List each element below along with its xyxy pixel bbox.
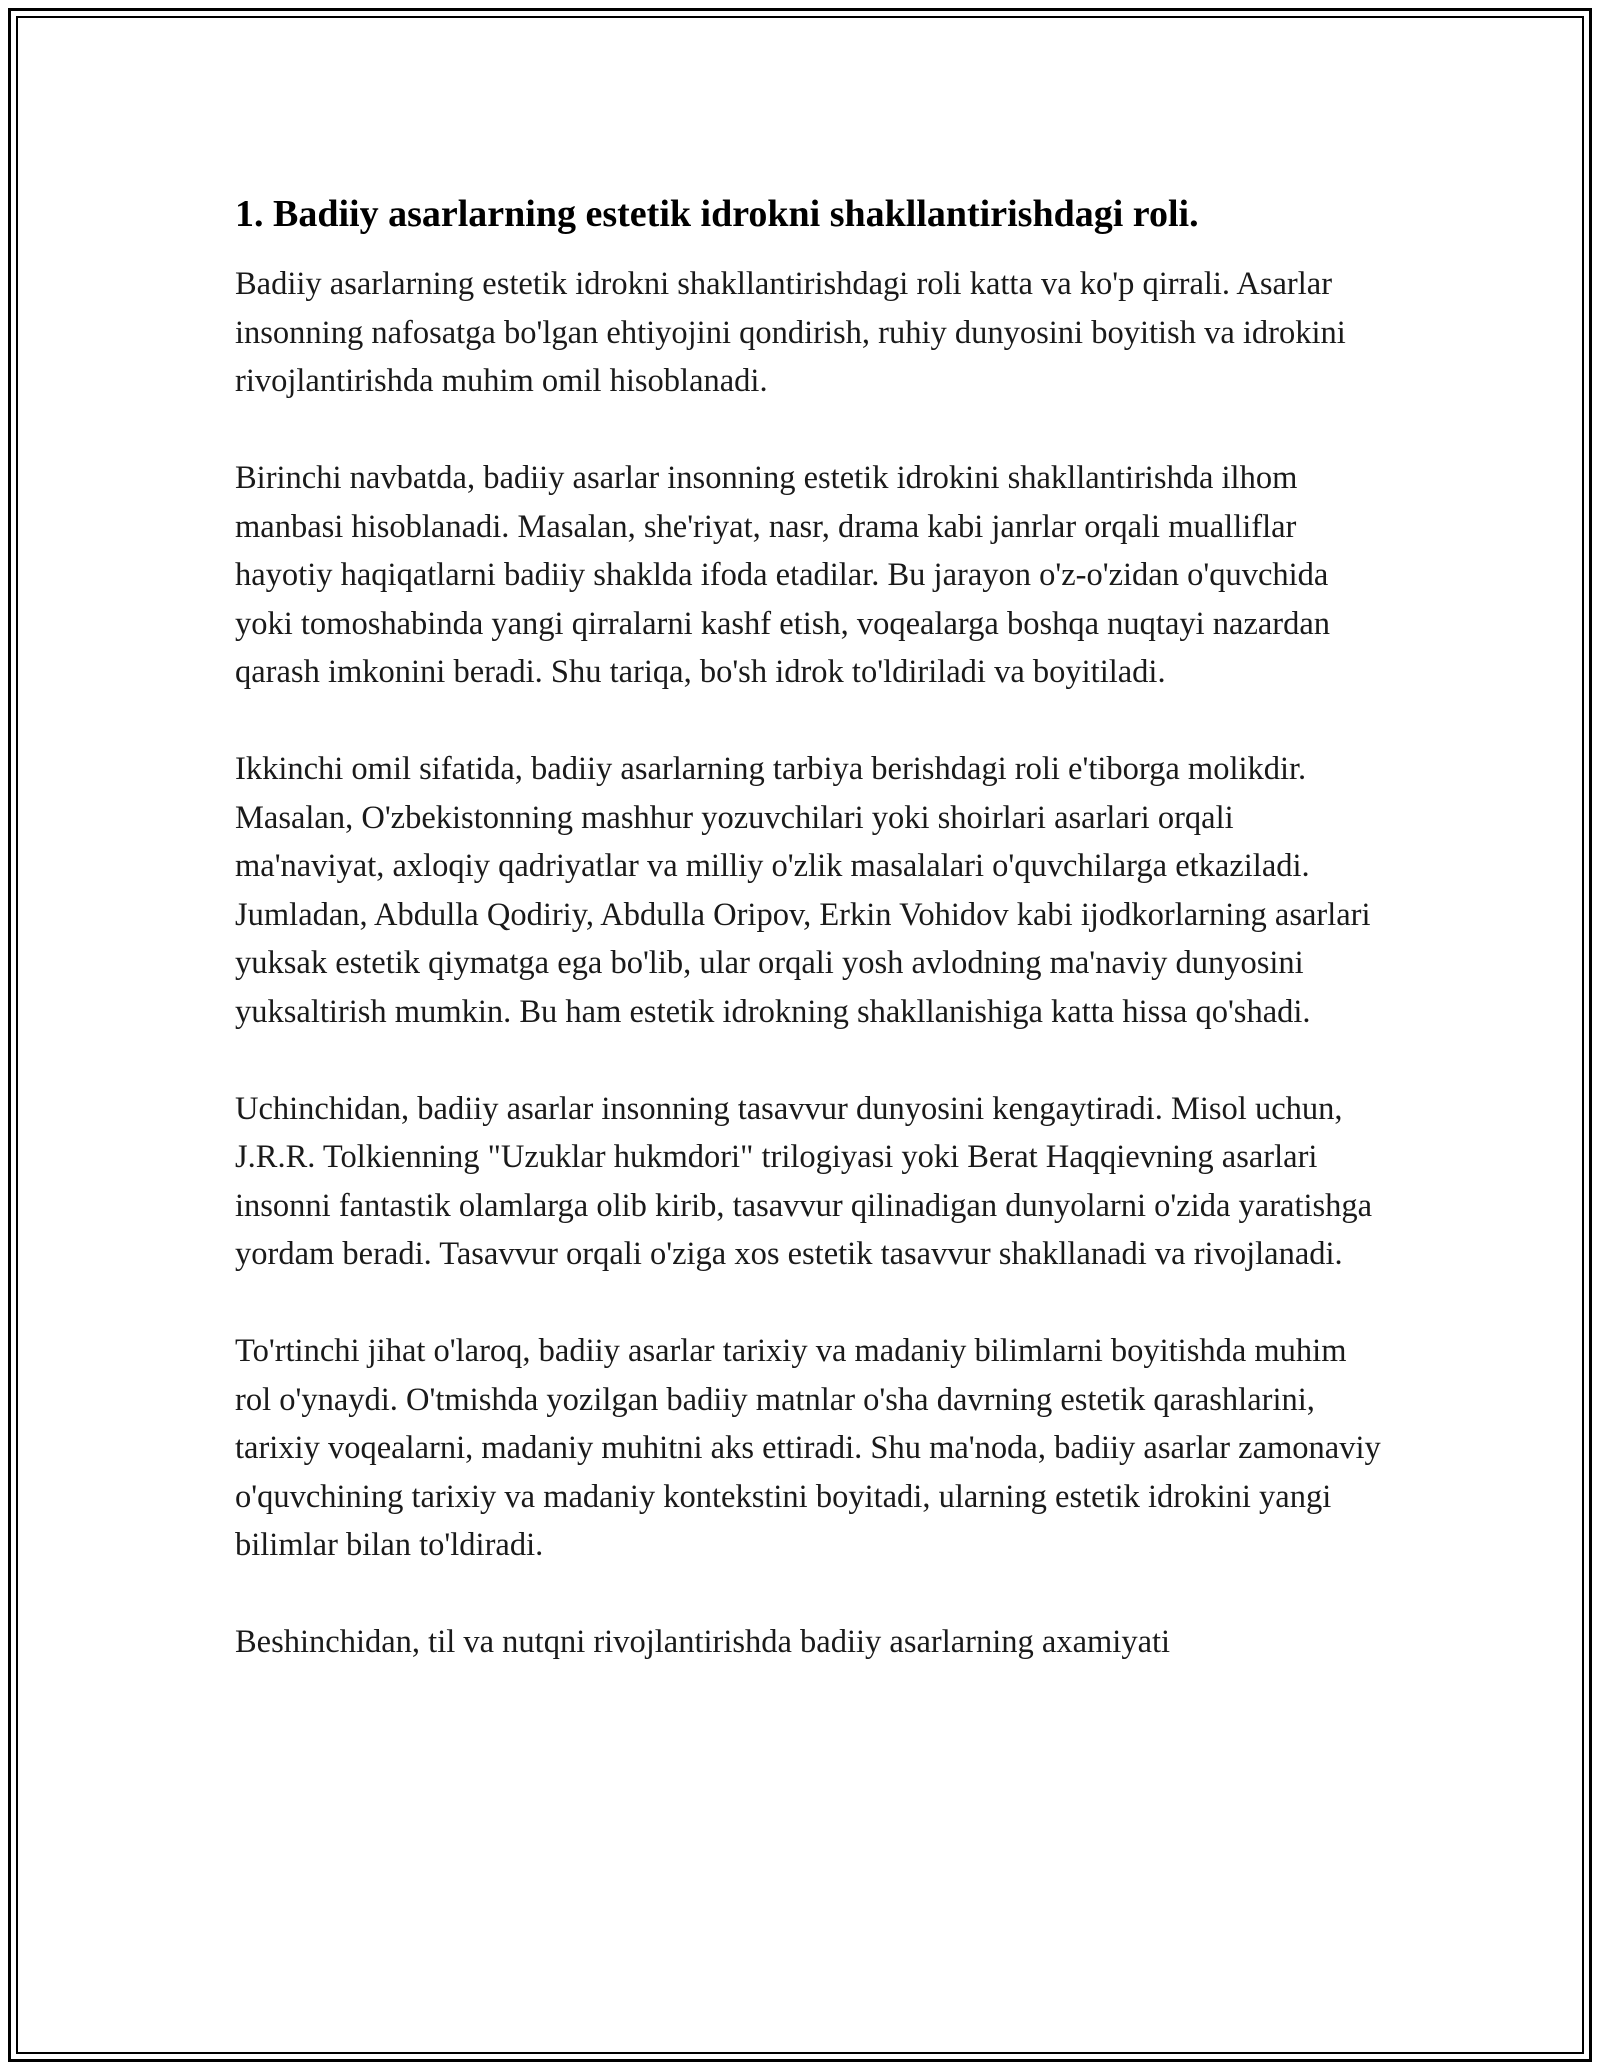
- document-body: [235, 188, 1385, 1715]
- paragraph-intro: Badiiy asarlarning estetik idrokni shakllantirishdagi roli katta va ko'p qirrali. Asarlar insonning nafosatga bo'lgan ehtiyojini qondirish, ruhiy dunyosini boyitish va idrokini rivojlantirishda muhim omil hisoblanadi.: [235, 266, 1346, 399]
- paragraph-first-point: Birinchi navbatda, badiiy asarlar insonning estetik idrokini shakllantirishda ilhom manbasi hisoblanadi. Masalan, she'riyat, nasr, drama kabi janrlar orqali mualliflar hayotiy haqiqatlarni badiiy shaklda ifoda etadilar. Bu jarayon o'z-o'zidan o'quvchida yoki tomoshabinda yangi qirralarni kashf etish, voqealarga boshqa nuqtayi nazardan qarash imkonini beradi. Shu tariqa, bo'sh idrok to'ldiriladi va boyitiladi.: [235, 460, 1331, 690]
- paragraph-third-point: Uchinchidan, badiiy asarlar insonning tasavvur dunyosini kengaytiradi. Misol uchun, J.R.R. Tolkienning "Uzuklar hukmdori" trilogiyasi yoki Berat Haqqievning asarlari insonni fantastik olamlarga olib kirib, tasavvur qilinadigan dunyolarni o'zida yaratishga yordam beradi. Tasavvur orqali o'ziga xos estetik tasavvur shakllanadi va rivojlanadi.: [235, 1090, 1373, 1272]
- paragraph-fourth-point: To'rtinchi jihat o'laroq, badiiy asarlar tarixiy va madaniy bilimlarni boyitishda muhim rol o'ynaydi. O'tmishda yozilgan badiiy matnlar o'sha davrning estetik qarashlarini, tarixiy voqealarni, madaniy muhitni aks ettiradi. Shu ma'noda, badiiy asarlar zamonaviy o'quvchining tarixiy va madaniy kontekstini boyitadi, ularning estetik idrokini yangi bilimlar bilan to'ldiradi.: [235, 1333, 1381, 1563]
- paragraph-fifth-point: Beshinchidan, til va nutqni rivojlantirishda badiiy asarlarning axamiyati: [235, 1624, 1171, 1660]
- section-heading: 1. Badiiy asarlarning estetik idrokni shakllantirishdagi roli.: [235, 193, 1199, 235]
- paragraph-second-point: Ikkinchi omil sifatida, badiiy asarlarning tarbiya berishdagi roli e'tiborga molikdir. Masalan, O'zbekistonning mashhur yozuvchilari yoki shoirlari asarlari orqali ma'naviyat, axloqiy qadriyatlar va milliy o'zlik masalalari o'quvchilarga etkaziladi. Jumladan, Abdulla Qodiriy, Abdulla Oripov, Erkin Vohidov kabi ijodkorlarning asarlari yuksak estetik qiymatga ega bo'lib, ular orqali yosh avlodning ma'naviy dunyosini yuksaltirish mumkin. Bu ham estetik idrokning shakllanishiga katta hissa qo'shadi.: [235, 751, 1371, 1030]
